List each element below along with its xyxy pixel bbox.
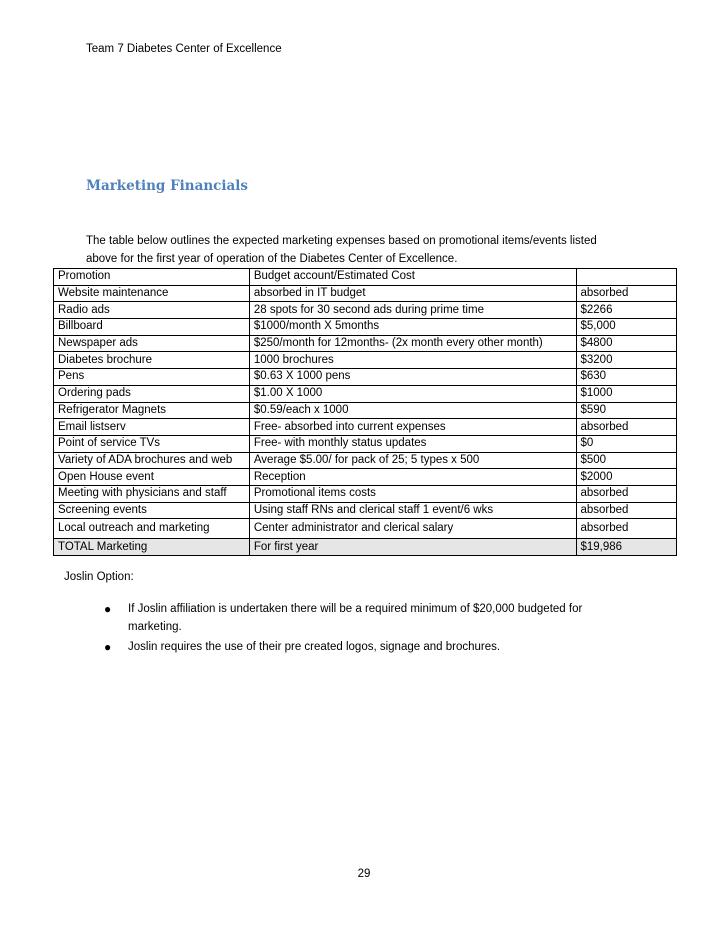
table-row xyxy=(54,402,677,419)
joslin-bullet-list xyxy=(100,600,620,658)
table-row xyxy=(54,335,677,352)
cell-budget: $1000/month X 5months xyxy=(249,319,576,336)
cell-amount: absorbed xyxy=(576,285,677,302)
page-number: 29 xyxy=(357,868,371,880)
cell-amount: $500 xyxy=(576,452,677,469)
list-item xyxy=(100,600,620,636)
bullet-icon: ● xyxy=(104,602,112,616)
cell-amount: $630 xyxy=(576,369,677,386)
table-header-row xyxy=(54,269,677,286)
total-cell-budget: For first year xyxy=(249,539,576,556)
table-row xyxy=(54,519,677,539)
header-cell-budget: Budget account/Estimated Cost xyxy=(249,269,576,286)
intro-line-2: above for the first year of operation of the Diabetes Center of Excellence. xyxy=(86,253,458,265)
header-cell-amount xyxy=(576,269,677,286)
cell-promotion: Website maintenance xyxy=(54,285,250,302)
list-item xyxy=(100,638,620,656)
intro-line-1: The table below outlines the expected marketing expenses based on promotional items/events listed xyxy=(86,235,597,247)
cell-budget: $0.63 X 1000 pens xyxy=(249,369,576,386)
table-row xyxy=(54,352,677,369)
table-row xyxy=(54,485,677,502)
table-row xyxy=(54,285,677,302)
table-row xyxy=(54,302,677,319)
cell-promotion: Variety of ADA brochures and web xyxy=(54,452,250,469)
cell-promotion: Newspaper ads xyxy=(54,335,250,352)
bullet-icon: ● xyxy=(104,640,112,654)
cell-budget: Using staff RNs and clerical staff 1 event/6 wks xyxy=(249,502,576,519)
cell-promotion: Meeting with physicians and staff xyxy=(54,485,250,502)
table-row xyxy=(54,369,677,386)
cell-budget: 28 spots for 30 second ads during prime time xyxy=(249,302,576,319)
table-row xyxy=(54,419,677,436)
cell-budget: 1000 brochures xyxy=(249,352,576,369)
cell-promotion: Screening events xyxy=(54,502,250,519)
cell-promotion: Billboard xyxy=(54,319,250,336)
cell-amount: $3200 xyxy=(576,352,677,369)
cell-amount: $2266 xyxy=(576,302,677,319)
table-row xyxy=(54,385,677,402)
cell-budget: Free- absorbed into current expenses xyxy=(249,419,576,436)
cell-amount: $1000 xyxy=(576,385,677,402)
table-row xyxy=(54,469,677,486)
cell-promotion: Email listserv xyxy=(54,419,250,436)
marketing-expenses-table xyxy=(53,268,677,556)
cell-budget: Free- with monthly status updates xyxy=(249,435,576,452)
cell-budget: Average $5.00/ for pack of 25; 5 types x 500 xyxy=(249,452,576,469)
cell-amount: absorbed xyxy=(576,419,677,436)
table-row xyxy=(54,452,677,469)
header-cell-promotion: Promotion xyxy=(54,269,250,286)
table-row xyxy=(54,319,677,336)
cell-promotion: Diabetes brochure xyxy=(54,352,250,369)
joslin-option-title: Joslin Option: xyxy=(64,571,134,583)
page-header: Team 7 Diabetes Center of Excellence xyxy=(86,43,282,55)
cell-promotion: Refrigerator Magnets xyxy=(54,402,250,419)
cell-budget: Reception xyxy=(249,469,576,486)
cell-promotion: Point of service TVs xyxy=(54,435,250,452)
cell-amount: $2000 xyxy=(576,469,677,486)
total-cell-amount: $19,986 xyxy=(576,539,677,556)
cell-budget: $0.59/each x 1000 xyxy=(249,402,576,419)
cell-budget: $250/month for 12months- (2x month every other month) xyxy=(249,335,576,352)
table-row xyxy=(54,435,677,452)
section-title: Marketing Financials xyxy=(86,178,248,194)
cell-promotion: Radio ads xyxy=(54,302,250,319)
cell-amount: absorbed xyxy=(576,502,677,519)
cell-budget: Center administrator and clerical salary xyxy=(249,519,576,539)
cell-amount: $0 xyxy=(576,435,677,452)
cell-budget: absorbed in IT budget xyxy=(249,285,576,302)
cell-amount: absorbed xyxy=(576,519,677,539)
table-total-row xyxy=(54,539,677,556)
cell-budget: $1.00 X 1000 xyxy=(249,385,576,402)
cell-amount: $4800 xyxy=(576,335,677,352)
cell-promotion: Local outreach and marketing xyxy=(54,519,250,539)
cell-amount: $5,000 xyxy=(576,319,677,336)
total-cell-promotion: TOTAL Marketing xyxy=(54,539,250,556)
cell-promotion: Open House event xyxy=(54,469,250,486)
bullet-text: If Joslin affiliation is undertaken there will be a required minimum of $20,000 budgeted for marketing. xyxy=(128,603,583,633)
cell-promotion: Ordering pads xyxy=(54,385,250,402)
cell-promotion: Pens xyxy=(54,369,250,386)
cell-amount: absorbed xyxy=(576,485,677,502)
cell-amount: $590 xyxy=(576,402,677,419)
table-row xyxy=(54,502,677,519)
intro-paragraph xyxy=(86,232,666,268)
cell-budget: Promotional items costs xyxy=(249,485,576,502)
bullet-text: Joslin requires the use of their pre created logos, signage and brochures. xyxy=(128,641,501,653)
